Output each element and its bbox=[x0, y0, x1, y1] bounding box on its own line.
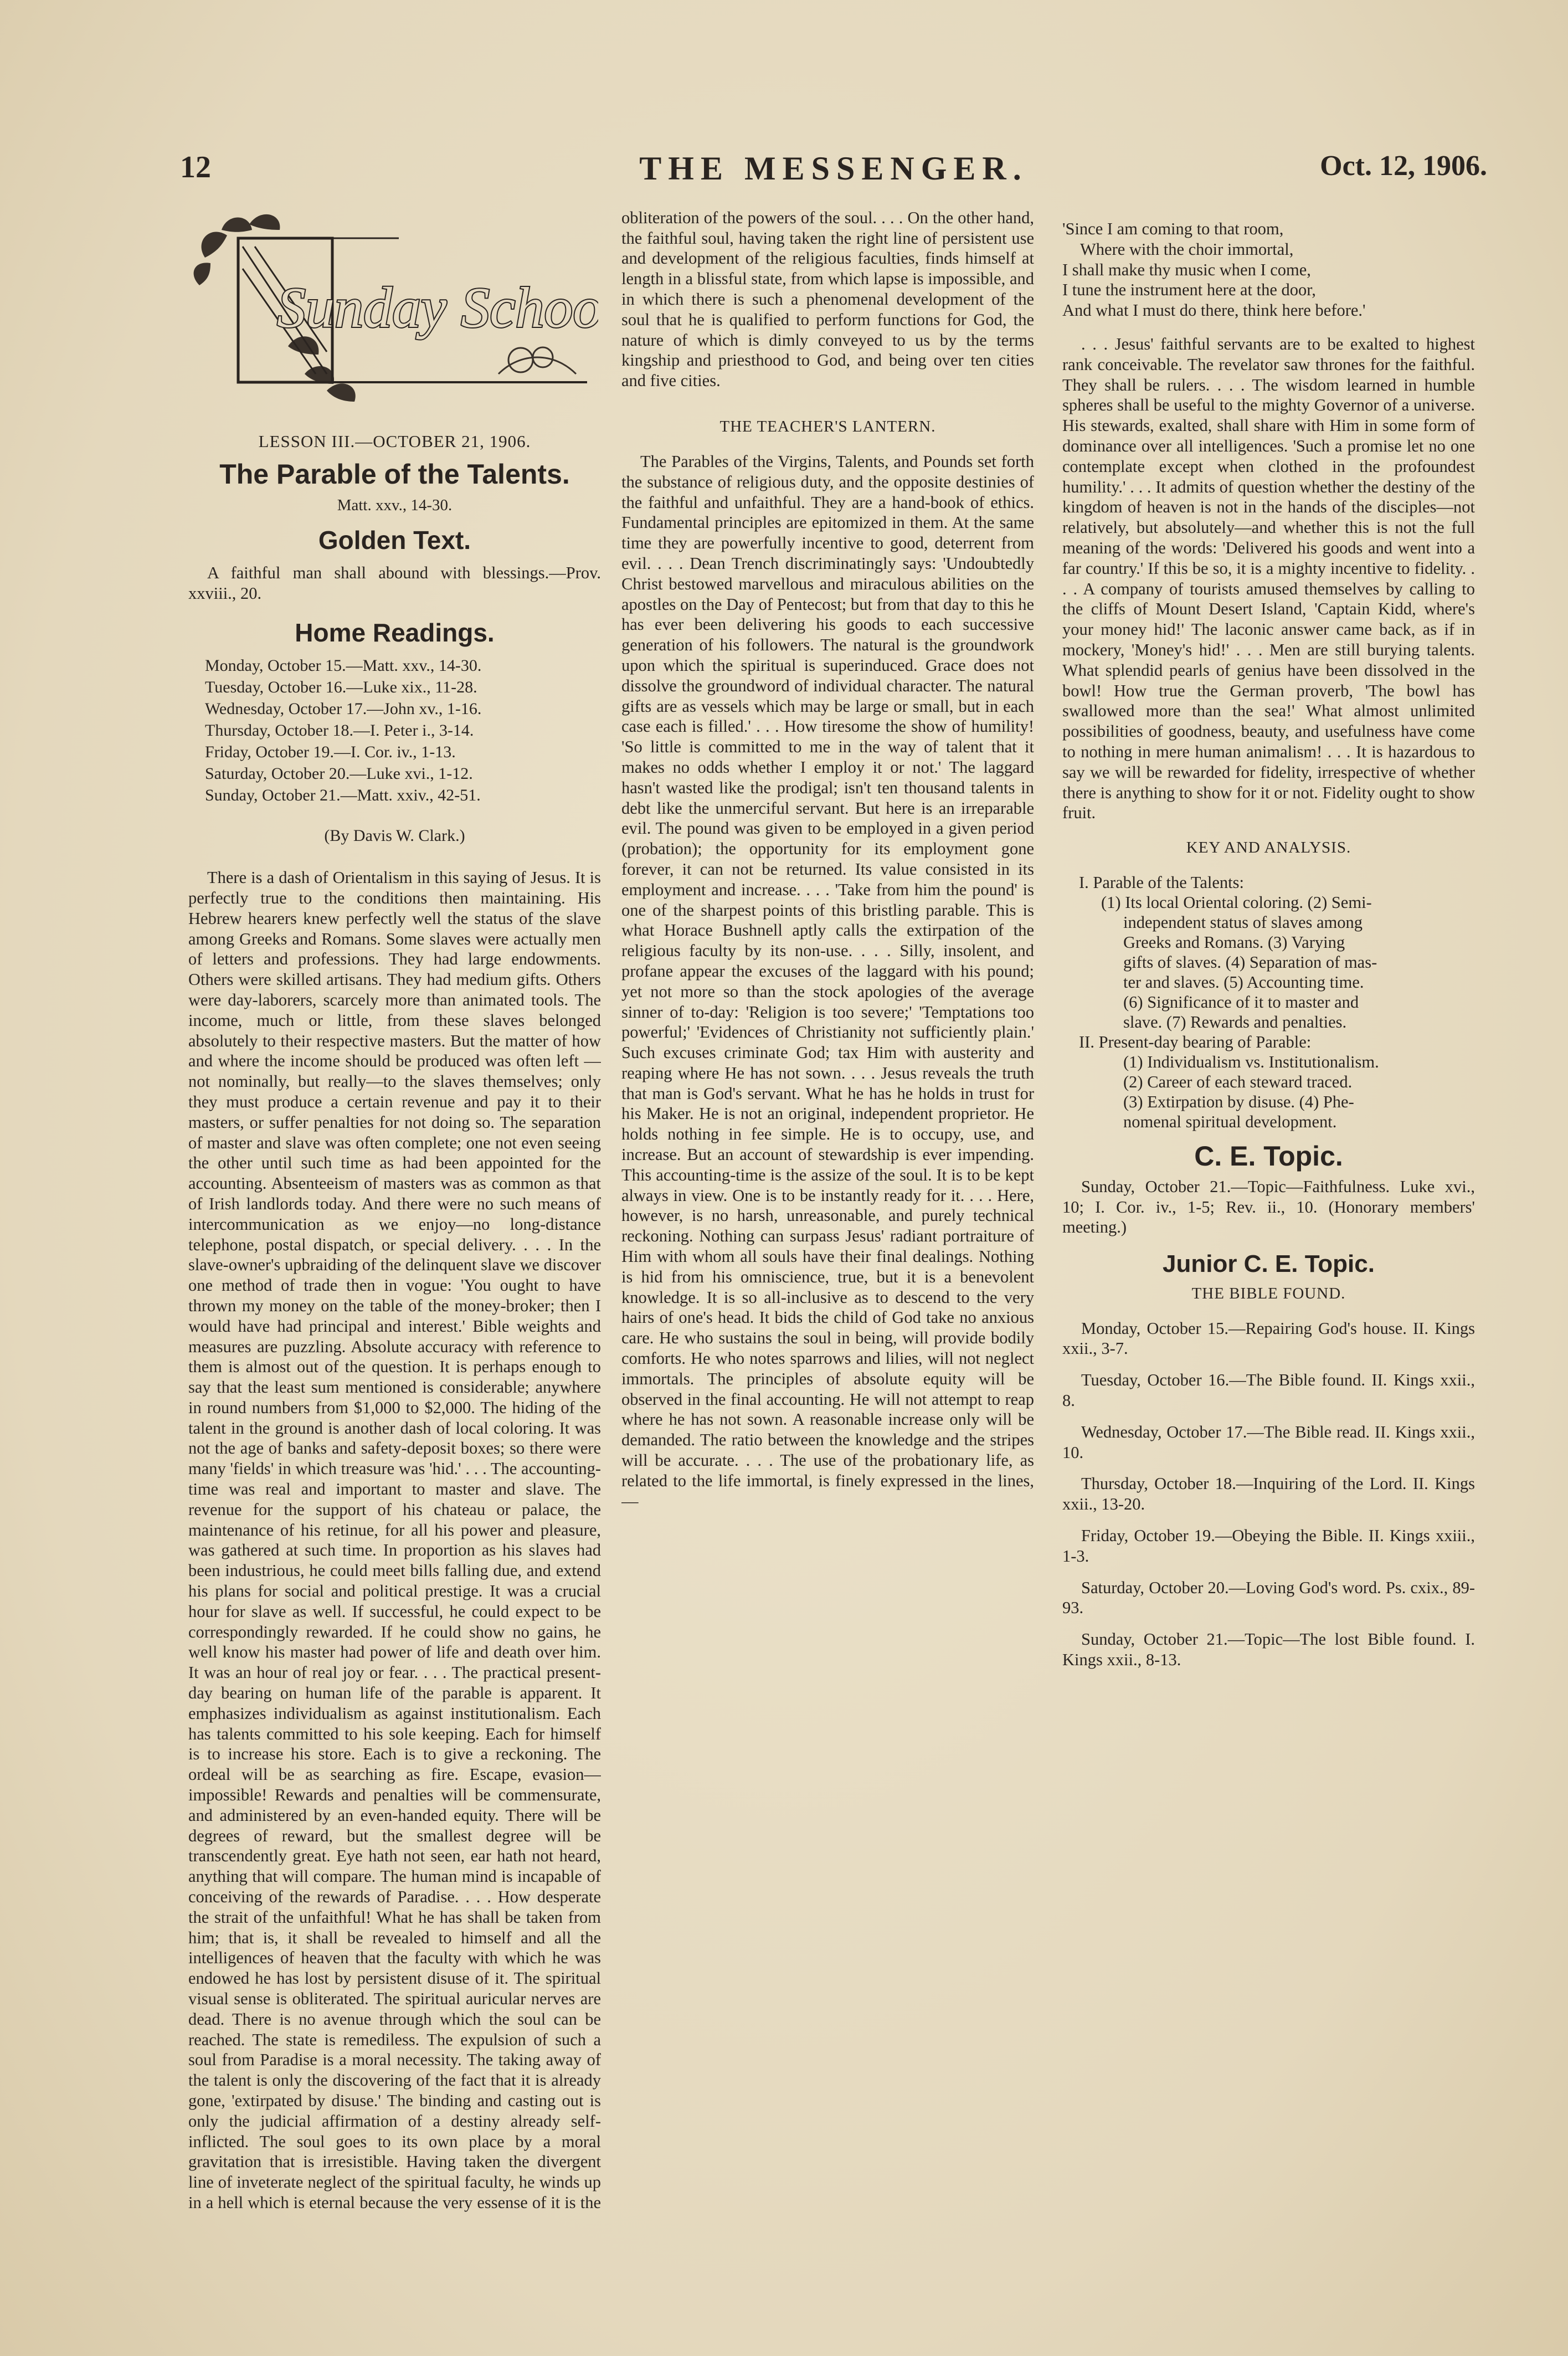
poem-line: 'Since I am coming to that room, bbox=[1062, 219, 1284, 238]
home-readings-list bbox=[188, 655, 601, 806]
key-line: gifts of slaves. (4) Separation of mas- bbox=[1123, 952, 1377, 972]
key-heading: KEY AND ANALYSIS. bbox=[1186, 839, 1351, 857]
column-3 bbox=[1062, 208, 1475, 1681]
body-paragraph-2: The Parables of the Virgins, Talents, and Pounds set forth the substance of religious duty, and the opposite destinies of the faithful and unfaithful. They are a hand-book of ethics. Fundamental principles are epitomized in them. At the same time they are powerfully incentive to good, deterrent from evil. . . . Dean Trench discriminatingly says: 'Undoubtedly Christ bestowed marvellous and miraculous abilities on the apostles on the Day of Pentecost; but from that day to this he has ever been delivering his goods to each successive generation of his followers. The natural is the groundwork upon which the spiritual is superinduced. Grace does not dissolve the groundword of individual character. The natural gifts are as vessels which may be large or small, but in each case each is filled.' . . . How tiresome the show of humility! 'So little is committed to me in the way of talent that it makes no odds whether I employ it or not.' The laggard hasn't wasted like the prodigal; isn't ten thousand talents in debt like the unmerciful servant. But here is an irreparable evil. The pound was given to be employed in a given period (probation); the opportunity for its employment gone forever, it can not be returned. Its value consisted in its employment and increase. . . . 'Take from him the pound' is one of the sharpest points of this bristling parable. This is what Horace Bushnell aptly calls the extirpation of the religious faculty by its non-use. . . . Silly, insolent, and profane appear the excuses of the laggard with his pound; yet not more so than the stock apologies of the average sinner of to-day: 'Religion is too severe;' 'Temptations too powerful;' 'Evidences of Christianity not sufficiently plain.' Such excuses criminate God; tax Him with austerity and reaping where He has not sown. . . . Jesus reveals the truth that man is God's servant. What he has he holds in trust for his Maker. He is not an original, independent proprietor. He holds nothing in fee simple. He is to occupy, use, and increase. But an account of stewardship is ever impending. This accounting-time is the assize of the soul. It is to be kept always in view. One is to be instantly ready for it. . . . Here, however, is no harsh, unreasonable, and purely technical reckoning. Nothing can surpass Jesus' radiant portraiture of Him with whom all souls have their final dealings. Nothing is hid from his omniscience, true, but it is a benevolent knowledge. It is so all-inclusive as to descend to the very hairs of one's head. It bids the child of God take no anxious care. He who sustains the soul in being, will provide bodily comforts. He who notes sparrows and lilies, will not neglect immortals. The principles of absolute equity will be observed in the final accounting. He will not attempt to reap where he has not sown. A reasonable increase only will be demanded. The ratio between the knowledge and the stripes will be accurate. . . . The use of the probationary life, as related to the life immortal, is finely expressed in the lines,— bbox=[621, 451, 1034, 1511]
body-paragraph-1: There is a dash of Orientalism in this saying of Jesus. It is perfectly true to the conditions then maintaining. His Hebrew hearers knew perfectly well the status of the slave among Greeks and Romans. Some slaves were actually men of letters and professions. They had large endowments. Others were skilled artisans. They had medium gifts. Others were day-laborers, scarcely more than animated tools. The income, much or little, from these slaves belonged absolutely to their respective masters. But the matter of how and where the income should be produced was often left —not nominally, but really—to the slaves themselves; only they must produce a certain revenue and pay it to their masters, or suffer penalties for not doing so. The separation of master and slave was often complete; one not even seeing the other until such time as had been appointed for the accounting. Absenteeism of masters was as common as that of Irish landlords today. And there were no such means of intercommunication as we enjoy—no long-distance telephone, postal dispatch, or special delivery. . . . In the slave-owner's upbraiding of the delinquent slave we discover one method of trade then in vogue: 'You ought to have thrown my money on the table of the money-broker; then I would have had principal and interest.' Bible weights and measures are puzzling. Absolute accuracy with reference to them is almost out of the question. It is perhaps enough to say that the least sum mentioned is considerable; anywhere in round numbers from $1,000 to $2,000. The hiding of the talent in the ground is another dash of local coloring. It was not the age of banks and safety-deposit boxes; so there were many 'fields' in which treasure was 'hid.' . . . The accounting-time was real and important to master and slave. The revenue for the support of his chateau or palace, the maintenance of his retinue, for all his power and pleasure, was gathered at such time. In proportion as his slaves had been industrious, he could meet bills falling due, and extend his plans for social and political prestige. It was a crucial hour for slave as well. If successful, he could expect to be correspondingly rewarded. If he could show no gains, he well know his master had power of life and death over him. It was an hour of real joy or fear. . . . The practical present-day bearing on human life of the parable is apparent. It emphasizes individualism as against institutionalism. Each has talents committed to his sole keeping. Each for himself is to increase his store. Each is to give a reckoning. The ordeal will be as searching as fire. Escape, evasion—impossible! Rewards and penalties will be commensurate, and administered by an even-handed equity. There will be degrees of reward, but the smallest degree will be transcendently great. Eye hath not seen, ear hath not heard, anything that will compare. The human mind is incapable of conceiving of the rewards of Paradise. . . . How desperate the strait of the unfaithful! What he has shall be taken from him; that is, it shall be revealed to himself and all the intelligences of heaven that the faculty with which he was endowed he has lost by persistent disuse of it. The spiritual visual sense is obliterated. The spiritual auricular nerves are dead. There is no avenue through which the soul can be reached. The state is remediless. The expulsion of such a soul from Paradise is a moral necessity. The taking away of the talent is only the discovering of the fact that it is already gone, 'extirpated by disuse.' The binding and casting out is only the judicial affirmation of a destiny already self-inflicted. The soul goes to its own place by a moral gravitation that is irresistible. Having taken the divergent line of inveterate neglect of the spiritual faculty, he winds up in a hell which is eternal because the very essense of it is the bbox=[188, 868, 601, 2212]
poem-line: And what I must do there, think here before.' bbox=[1062, 301, 1366, 320]
key-line: ter and slaves. (5) Accounting time. bbox=[1123, 972, 1364, 992]
junior-ce-list bbox=[1062, 1318, 1475, 1670]
junior-ce-item: Sunday, October 21.—Topic—The lost Bible found. I. Kings xxii., 8-13. bbox=[1062, 1630, 1475, 1670]
key-line: nomenal spiritual development. bbox=[1123, 1112, 1337, 1131]
golden-text-heading: Golden Text. bbox=[318, 526, 471, 555]
home-reading: Thursday, October 18.—I. Peter i., 3-14. bbox=[205, 721, 474, 740]
home-reading: Saturday, October 20.—Luke xvi., 1-12. bbox=[205, 764, 473, 783]
key-line: (1) Its local Oriental coloring. (2) Semi- bbox=[1101, 892, 1372, 912]
key-line: Greeks and Romans. (3) Varying bbox=[1123, 932, 1345, 952]
key-line: slave. (7) Rewards and penalties. bbox=[1123, 1012, 1347, 1031]
body-paragraph-1-overflow: obliteration of the powers of the soul. . . . On the other hand, the faithful soul, having taken the right line of persistent use and development of the religious faculties, finds himself at length in a blissful state, from which lapse is impossible, and in which there is such a phenomenal development of the soul that he is qualified to perform functions for God, the nature of which is dimly conveyed to us by the terms kingship and priesthood to God, and being over ten cities and five cities. bbox=[621, 208, 1034, 391]
junior-ce-item: Thursday, October 18.—Inquiring of the Lord. II. Kings xxii., 13-20. bbox=[1062, 1474, 1475, 1514]
key-line: (1) Individualism vs. Institutionalism. bbox=[1123, 1052, 1379, 1071]
home-reading: Sunday, October 21.—Matt. xxiv., 42-51. bbox=[205, 786, 481, 805]
key-line: independent status of slaves among bbox=[1123, 912, 1363, 932]
poem-line: Where with the choir immortal, bbox=[1080, 239, 1294, 259]
junior-ce-item: Wednesday, October 17.—The Bible read. II. Kings xxii., 10. bbox=[1062, 1422, 1475, 1462]
column-1 bbox=[188, 208, 601, 2213]
page-number: 12 bbox=[180, 150, 211, 184]
logo-text: Sunday School bbox=[277, 276, 598, 340]
teachers-lantern-heading: THE TEACHER'S LANTERN. bbox=[719, 418, 936, 436]
junior-ce-item: Monday, October 15.—Repairing God's house. II. Kings xxii., 3-7. bbox=[1062, 1318, 1475, 1358]
issue-date: Oct. 12, 1906. bbox=[1320, 150, 1487, 182]
key-line: (2) Career of each steward traced. bbox=[1123, 1072, 1353, 1091]
page-header bbox=[180, 150, 1487, 199]
key-line: (3) Extirpation by disuse. (4) Phe- bbox=[1123, 1092, 1354, 1111]
lesson-line: LESSON III.—OCTOBER 21, 1906. bbox=[258, 431, 531, 451]
junior-ce-item: Tuesday, October 16.—The Bible found. II. Kings xxii., 8. bbox=[1062, 1371, 1475, 1410]
key-line: I. Parable of the Talents: bbox=[1079, 872, 1244, 892]
junior-ce-heading: Junior C. E. Topic. bbox=[1163, 1250, 1375, 1278]
junior-ce-item: Friday, October 19.—Obeying the Bible. II. Kings xxiii., 1-3. bbox=[1062, 1526, 1475, 1565]
column-2-lower bbox=[621, 402, 1034, 2225]
home-reading: Wednesday, October 17.—John xv., 1-16. bbox=[205, 700, 482, 718]
ce-topic-heading: C. E. Topic. bbox=[1194, 1140, 1343, 1172]
masthead: THE MESSENGER. bbox=[639, 150, 1028, 187]
lesson-scripture: Matt. xxv., 14-30. bbox=[337, 496, 453, 515]
home-reading: Friday, October 19.—I. Cor. iv., 1-13. bbox=[205, 743, 456, 762]
key-outline bbox=[1062, 872, 1475, 1132]
poem-line: I shall make thy music when I come, bbox=[1062, 260, 1311, 279]
junior-ce-subheading: THE BIBLE FOUND. bbox=[1191, 1284, 1346, 1302]
body-paragraph-1-continued bbox=[621, 208, 1034, 391]
column-2 bbox=[621, 208, 1034, 391]
sunday-school-logo bbox=[188, 208, 598, 404]
poem-line: I tune the instrument here at the door, bbox=[1062, 280, 1316, 300]
key-line: (6) Significance of it to master and bbox=[1123, 992, 1359, 1012]
golden-text: A faithful man shall abound with blessings.—Prov. xxviii., 20. bbox=[188, 563, 601, 603]
poem bbox=[1062, 219, 1475, 321]
byline: (By Davis W. Clark.) bbox=[324, 827, 465, 845]
ce-topic-text: Sunday, October 21.—Topic—Faithfulness. Luke xvi., 10; I. Cor. iv., 1-5; Rev. ii., 10. (Honorary members' meeting.) bbox=[1062, 1177, 1475, 1237]
lesson-title: The Parable of the Talents. bbox=[219, 458, 570, 490]
key-line: II. Present-day bearing of Parable: bbox=[1079, 1032, 1312, 1051]
home-reading: Tuesday, October 16.—Luke xix., 11-28. bbox=[205, 678, 477, 697]
home-readings-heading: Home Readings. bbox=[295, 618, 495, 647]
home-reading: Monday, October 15.—Matt. xxv., 14-30. bbox=[205, 656, 482, 675]
junior-ce-item: Saturday, October 20.—Loving God's word. Ps. cxix., 89-93. bbox=[1062, 1578, 1475, 1618]
body-paragraph-3: . . . Jesus' faithful servants are to be exalted to highest rank conceivable. The revelator saw thrones for the faithful. They shall be rulers. . . . The wisdom learned in humble spheres shall be useful to the mighty Governor of a universe. His stewards, exalted, shall share with Him in some form of dominance over all intelligences. 'Such a promise let no one contemplate except when clothed in the profoundest humility.' . . . It admits of question whether the destiny of the kingdom of heaven is not in the hands of the disciples—not relatively, but absolutely—and whether this is not the full meaning of the words: 'Delivered his goods and went into a far country.' If this be so, it is a mighty incentive to fidelity. . . . A company of tourists amused themselves by calling to the cliffs of Mount Desert Island, 'Captain Kidd, where's your money hid!' The laconic answer came back, as if in mockery, 'Money's hid!' . . . Men are still burying talents. What splendid pearls of genius have been dissolved in the bowl! How true the German proverb, 'The bowl has swallowed more than the sea!' What almost unlimited possibilities of goodness, beauty, and usefulness have come to nothing in mere human animalism! . . . It is hazardous to say we will be rewarded for fidelity, irrespective of whether there is anything to show for it or not. Fidelity ought to show fruit. bbox=[1062, 334, 1475, 823]
